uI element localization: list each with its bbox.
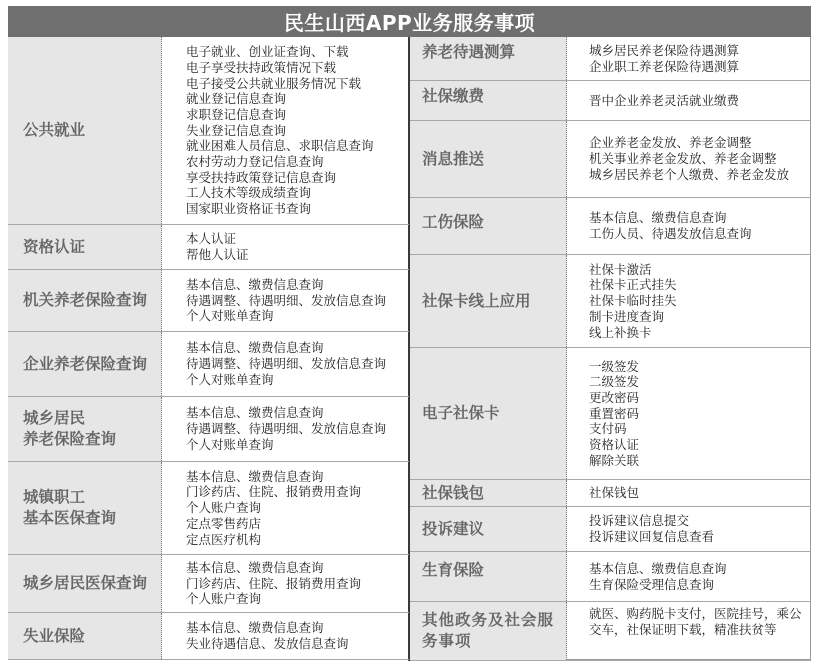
service-item[interactable]: 基本信息、缴费信息查询	[589, 210, 727, 226]
service-item[interactable]: 基本信息、缴费信息查询	[186, 620, 324, 636]
service-item[interactable]: 社保卡正式挂失	[589, 277, 677, 293]
service-item[interactable]: 待遇调整、待遇明细、发放信息查询	[186, 421, 387, 437]
service-items	[162, 555, 409, 612]
service-items	[162, 332, 409, 396]
category-label: 城乡居民医保查询	[8, 555, 162, 612]
service-items	[567, 198, 811, 254]
category-label: 社保缴费	[410, 81, 567, 120]
service-row-pension-calc	[410, 37, 811, 81]
category-label: 消息推送	[410, 121, 567, 197]
category-label: 机关养老保险查询	[8, 270, 162, 331]
service-item[interactable]: 解除关联	[589, 452, 640, 468]
service-item[interactable]: 帮他人认证	[186, 247, 249, 262]
service-item[interactable]: 个人账户查询	[186, 591, 262, 607]
category-label: 企业养老保险查询	[8, 332, 162, 396]
service-item[interactable]: 农村劳动力登记信息查询	[186, 154, 324, 170]
service-row-resident-pension	[8, 397, 409, 462]
service-items	[162, 225, 409, 269]
service-item[interactable]: 电子接受公共就业服务情况下载	[186, 75, 362, 91]
category-label	[8, 397, 162, 461]
service-item[interactable]: 享受扶持政策登记信息查询	[186, 169, 337, 185]
service-row-injury-insurance	[410, 198, 811, 255]
service-items	[567, 255, 811, 347]
service-item[interactable]: 社保卡临时挂失	[589, 293, 677, 309]
service-item[interactable]: 线上补换卡	[589, 324, 652, 340]
service-item[interactable]: 个人对账单查询	[186, 371, 274, 387]
service-items	[567, 602, 811, 660]
service-item[interactable]: 一级签发	[589, 358, 640, 374]
service-item[interactable]: 投诉建议信息提交	[589, 513, 690, 529]
service-row-resident-medical	[8, 555, 409, 613]
service-item[interactable]: 个人对账单查询	[186, 436, 274, 452]
service-item[interactable]: 重置密码	[589, 405, 640, 421]
service-item[interactable]: 定点零售药店	[186, 515, 262, 531]
service-items	[567, 480, 811, 506]
service-item[interactable]: 投诉建议回复信息查看	[589, 529, 715, 544]
category-label-line: 城镇职工	[23, 488, 86, 506]
service-item[interactable]: 基本信息、缴费信息查询	[589, 560, 727, 576]
category-label: 公共就业	[8, 37, 162, 224]
service-row-qualification-auth	[8, 225, 409, 270]
service-row-govt-pension	[8, 270, 409, 332]
service-item[interactable]: 就业登记信息查询	[186, 91, 287, 107]
service-row-unemployment-insurance	[8, 613, 409, 660]
service-item[interactable]: 机关事业养老金发放、养老金调整	[589, 151, 777, 167]
service-items	[567, 121, 811, 197]
category-label: 投诉建议	[410, 507, 567, 551]
service-items	[162, 397, 409, 461]
service-row-employee-medical	[8, 462, 409, 555]
service-item[interactable]: 企业职工养老保险待遇测算	[589, 58, 740, 74]
service-item[interactable]: 就医、购药脱卡支付，医院挂号，乘公交车，社保证明下载，精准扶贫等	[589, 606, 802, 637]
service-row-public-employment	[8, 37, 409, 225]
service-item[interactable]: 就业困难人员信息、求职信息查询	[186, 138, 374, 154]
service-item[interactable]: 个人对账单查询	[186, 308, 274, 324]
category-label: 养老待遇测算	[410, 37, 567, 80]
service-item[interactable]: 电子就业、创业证查询、下载	[186, 44, 349, 60]
service-items	[162, 37, 409, 224]
service-row-notifications	[410, 121, 811, 198]
service-item[interactable]: 求职登记信息查询	[186, 106, 287, 122]
service-item[interactable]: 基本信息、缴费信息查询	[186, 559, 324, 575]
service-row-e-social-card	[410, 348, 811, 480]
service-row-maternity-insurance	[410, 552, 811, 602]
service-items	[567, 348, 811, 479]
category-label: 社保卡线上应用	[410, 255, 567, 347]
category-label: 其他政务及社会服务事项	[410, 602, 567, 660]
service-items	[567, 37, 811, 80]
service-item[interactable]: 工伤人员、待遇发放信息查询	[589, 226, 752, 241]
service-item[interactable]: 本人认证	[186, 231, 237, 247]
service-item[interactable]: 门诊药店、住院、报销费用查询	[186, 575, 362, 591]
category-label: 失业保险	[8, 613, 162, 659]
service-item[interactable]: 失业待遇信息、发放信息查询	[186, 636, 349, 651]
service-items	[162, 462, 409, 554]
category-label: 生育保险	[410, 552, 567, 601]
service-item[interactable]: 制卡进度查询	[589, 308, 665, 324]
category-label: 社保钱包	[410, 480, 567, 506]
service-item[interactable]: 基本信息、缴费信息查询	[186, 340, 324, 356]
service-item[interactable]: 定点医疗机构	[186, 531, 262, 547]
service-row-complaints	[410, 507, 811, 552]
service-item[interactable]: 二级签发	[589, 374, 640, 390]
service-items	[567, 552, 811, 601]
service-items	[567, 81, 811, 120]
category-label-line: 养老保险查询	[23, 430, 117, 448]
category-label-line: 城乡居民	[23, 409, 86, 427]
service-item[interactable]: 国家职业资格证书查询	[186, 201, 312, 217]
service-item[interactable]: 基本信息、缴费信息查询	[186, 405, 324, 421]
service-item[interactable]: 工人技术等级成绩查询	[186, 185, 312, 201]
service-item[interactable]: 失业登记信息查询	[186, 122, 287, 138]
category-label	[8, 462, 162, 554]
service-item[interactable]: 企业养老金发放、养老金调整	[589, 135, 752, 151]
service-item[interactable]: 待遇调整、待遇明细、发放信息查询	[186, 292, 387, 308]
service-row-social-wallet	[410, 480, 811, 507]
category-label-line: 基本医保查询	[23, 509, 117, 527]
page-title: 民生山西APP业务服务事项	[8, 6, 811, 37]
service-item[interactable]: 门诊药店、住院、报销费用查询	[186, 484, 362, 500]
service-row-enterprise-pension	[8, 332, 409, 397]
category-label: 资格认证	[8, 225, 162, 269]
service-items	[162, 270, 409, 331]
service-item[interactable]: 晋中企业养老灵活就业缴费	[589, 92, 740, 108]
service-item[interactable]: 城乡居民养老个人缴费、养老金发放	[589, 166, 790, 182]
service-item[interactable]: 生育保险受理信息查询	[589, 576, 715, 592]
service-item[interactable]: 资格认证	[589, 437, 640, 453]
service-item[interactable]: 电子享受扶持政策情况下载	[186, 59, 337, 75]
service-item[interactable]: 城乡居民养老保险待遇测算	[589, 42, 740, 58]
service-item[interactable]: 社保卡激活	[589, 261, 652, 277]
service-row-social-payment	[410, 81, 811, 121]
category-label: 工伤保险	[410, 198, 567, 254]
category-label: 电子社保卡	[410, 348, 567, 479]
service-item[interactable]: 更改密码	[589, 389, 640, 405]
service-items	[567, 507, 811, 551]
service-item[interactable]: 待遇调整、待遇明细、发放信息查询	[186, 356, 387, 372]
service-row-other-services	[410, 602, 811, 661]
service-row-card-online	[410, 255, 811, 348]
service-items	[162, 613, 409, 659]
service-item[interactable]: 支付码	[589, 421, 627, 437]
service-item[interactable]: 社保钱包	[589, 485, 640, 501]
service-item[interactable]: 个人账户查询	[186, 500, 262, 516]
service-item[interactable]: 基本信息、缴费信息查询	[186, 276, 324, 292]
service-item[interactable]: 基本信息、缴费信息查询	[186, 468, 324, 484]
